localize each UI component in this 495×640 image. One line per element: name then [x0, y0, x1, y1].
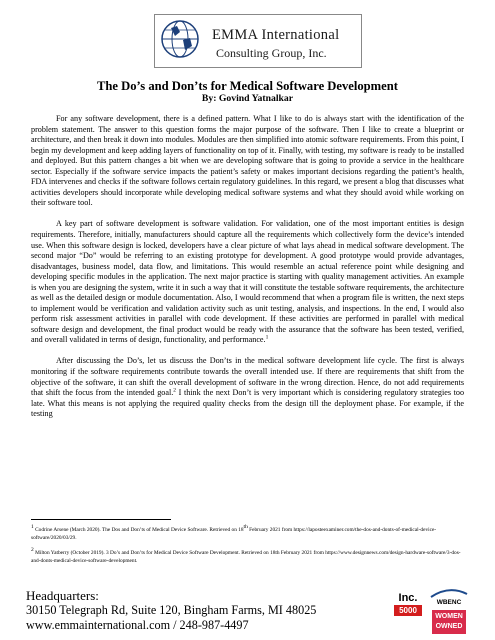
footnote-divider — [31, 519, 171, 520]
paragraph — [31, 356, 464, 419]
footnote-number: 2 — [31, 547, 34, 554]
inc-badge-word: Inc. — [398, 592, 418, 604]
wbenc-label: WBENC — [436, 599, 462, 606]
article-author: By: Govind Yatnalkar — [201, 93, 294, 104]
paragraph-text: After discussing the Do’s, let us discuss the Don’ts in the medical software development life cycle. The first is always monitoring if the software requirements contribute towards the overall intended use. If there are requirements that shift from the objective of the software, it can shift the overall development of software in the wrong direction. Hence, do not add requirements that shift the focus from the intended goal. — [31, 356, 464, 398]
footnote-number: 1 — [31, 524, 34, 531]
footnote-item — [31, 526, 464, 542]
footnote-ref[interactable]: 2 — [173, 387, 177, 394]
paragraph — [31, 114, 464, 209]
wbenc-badge — [427, 588, 471, 608]
company-subtitle: Consulting Group, Inc. — [216, 46, 327, 60]
emma-globe-icon — [160, 18, 200, 60]
article-title: The Do’s and Don’ts for Medical Software Development — [97, 79, 398, 93]
footnote-text: February 2021 from https://laposteexaminer.com/the-dos-and-donts-of-medical-device-software/2020/03/29. — [31, 527, 437, 542]
paragraph-text: For any software development, there is a defined pattern. What I like to do is always start with the identification of the problem statement. The answer to this question forms the major purpose of the software. Then I like to create a blueprint or architecture, and then break it down into modules. Modules are then simplified into atomic software requirements. From this point, I begin my development and keep adding layers of functionality on top of it. Finally, with testing, my software is ready to be installed and deployed. But this pattern changes a bit when we are developing software that is going to provide a service in the healthcare sector. Especially if the software service impacts the patient’s safety or makes important decisions regarding the patient’s health, FDA intervenes and checks if the software follows certain regulatory guidelines. In this regard, we present a blog that discusses what activities developers should incorporate while developing medical software systems and what they should avoid while working on their software tool. — [31, 114, 464, 208]
footnotes — [31, 526, 464, 572]
paragraph-text: I think the next Don’t is very important which is considering regulatory strategies too late. What this means is not applying the required quality checks from the design till the deployment phase. For example, if the testing — [31, 388, 465, 419]
footer-hq-label: Headquarters: — [26, 588, 99, 603]
article-body — [31, 114, 464, 430]
footnote-text: Codrine Arsene (March 2020). The Dos and Don’ts of Medical Device Software. Retrieved on 18 — [35, 527, 244, 533]
footnote-ref[interactable]: 1 — [265, 334, 269, 341]
footnote-text: Milton Yatberry (October 2019). 3 Do’s and Don’ts for Medical Device Software Development. Retrieved on 18th February 2021 from https://www.designnews.com/design-hardware-software/3-dos-and-donts-medical-device-software-development. — [31, 550, 461, 565]
footer-address: 30150 Telegraph Rd, Suite 120, Bingham Farms, MI 48025 — [26, 603, 317, 617]
company-logo — [154, 14, 360, 66]
paragraph-text: A key part of software development is software validation. For validation, one of the most important entities is design requirements. Therefore, initially, manufacturers should capture all the requirements which collectively form the device’s intended use. When this software design is locked, developers have a clear picture of what lays ahead in medical software development. The second major “Do” would be referring to an existing prototype for development. A good prototype would provide advantages, disadvantages, business model, data flow, and limitations. This would resemble an actual reference point while designing and developing specific modules in the application. The next major practice is starting with quality management activities. An example is when you are designing the system, write it in such a way that it will constitute the testable software requirements, the architecture as well as the detailed design or module documentation. Also, I would recommend that when a program file is written, the next steps to implement would be verification and validation activity such as unit testing, analysis, and inspections. In the end, I would also perform risk assessment activities in parallel with code development. If these activities are performed in parallel with medical software design and development, the final product would be ready with the assurance that the software has been tested, verified, and overall validated in terms of design, functionality, and performance. — [31, 219, 464, 345]
women-owned-badge: WOMEN OWNED — [432, 610, 466, 634]
paragraph — [31, 219, 464, 346]
footnote-item — [31, 549, 464, 565]
inc-5000-badge — [394, 590, 422, 630]
company-name: EMMA International — [212, 27, 340, 43]
wbenc-swoosh-icon — [427, 588, 471, 600]
footnote-ordinal: th — [243, 524, 248, 531]
footer-website-phone[interactable]: www.emmainternational.com / 248-987-4497 — [26, 618, 249, 632]
inc-badge-number: 5000 — [394, 605, 422, 616]
